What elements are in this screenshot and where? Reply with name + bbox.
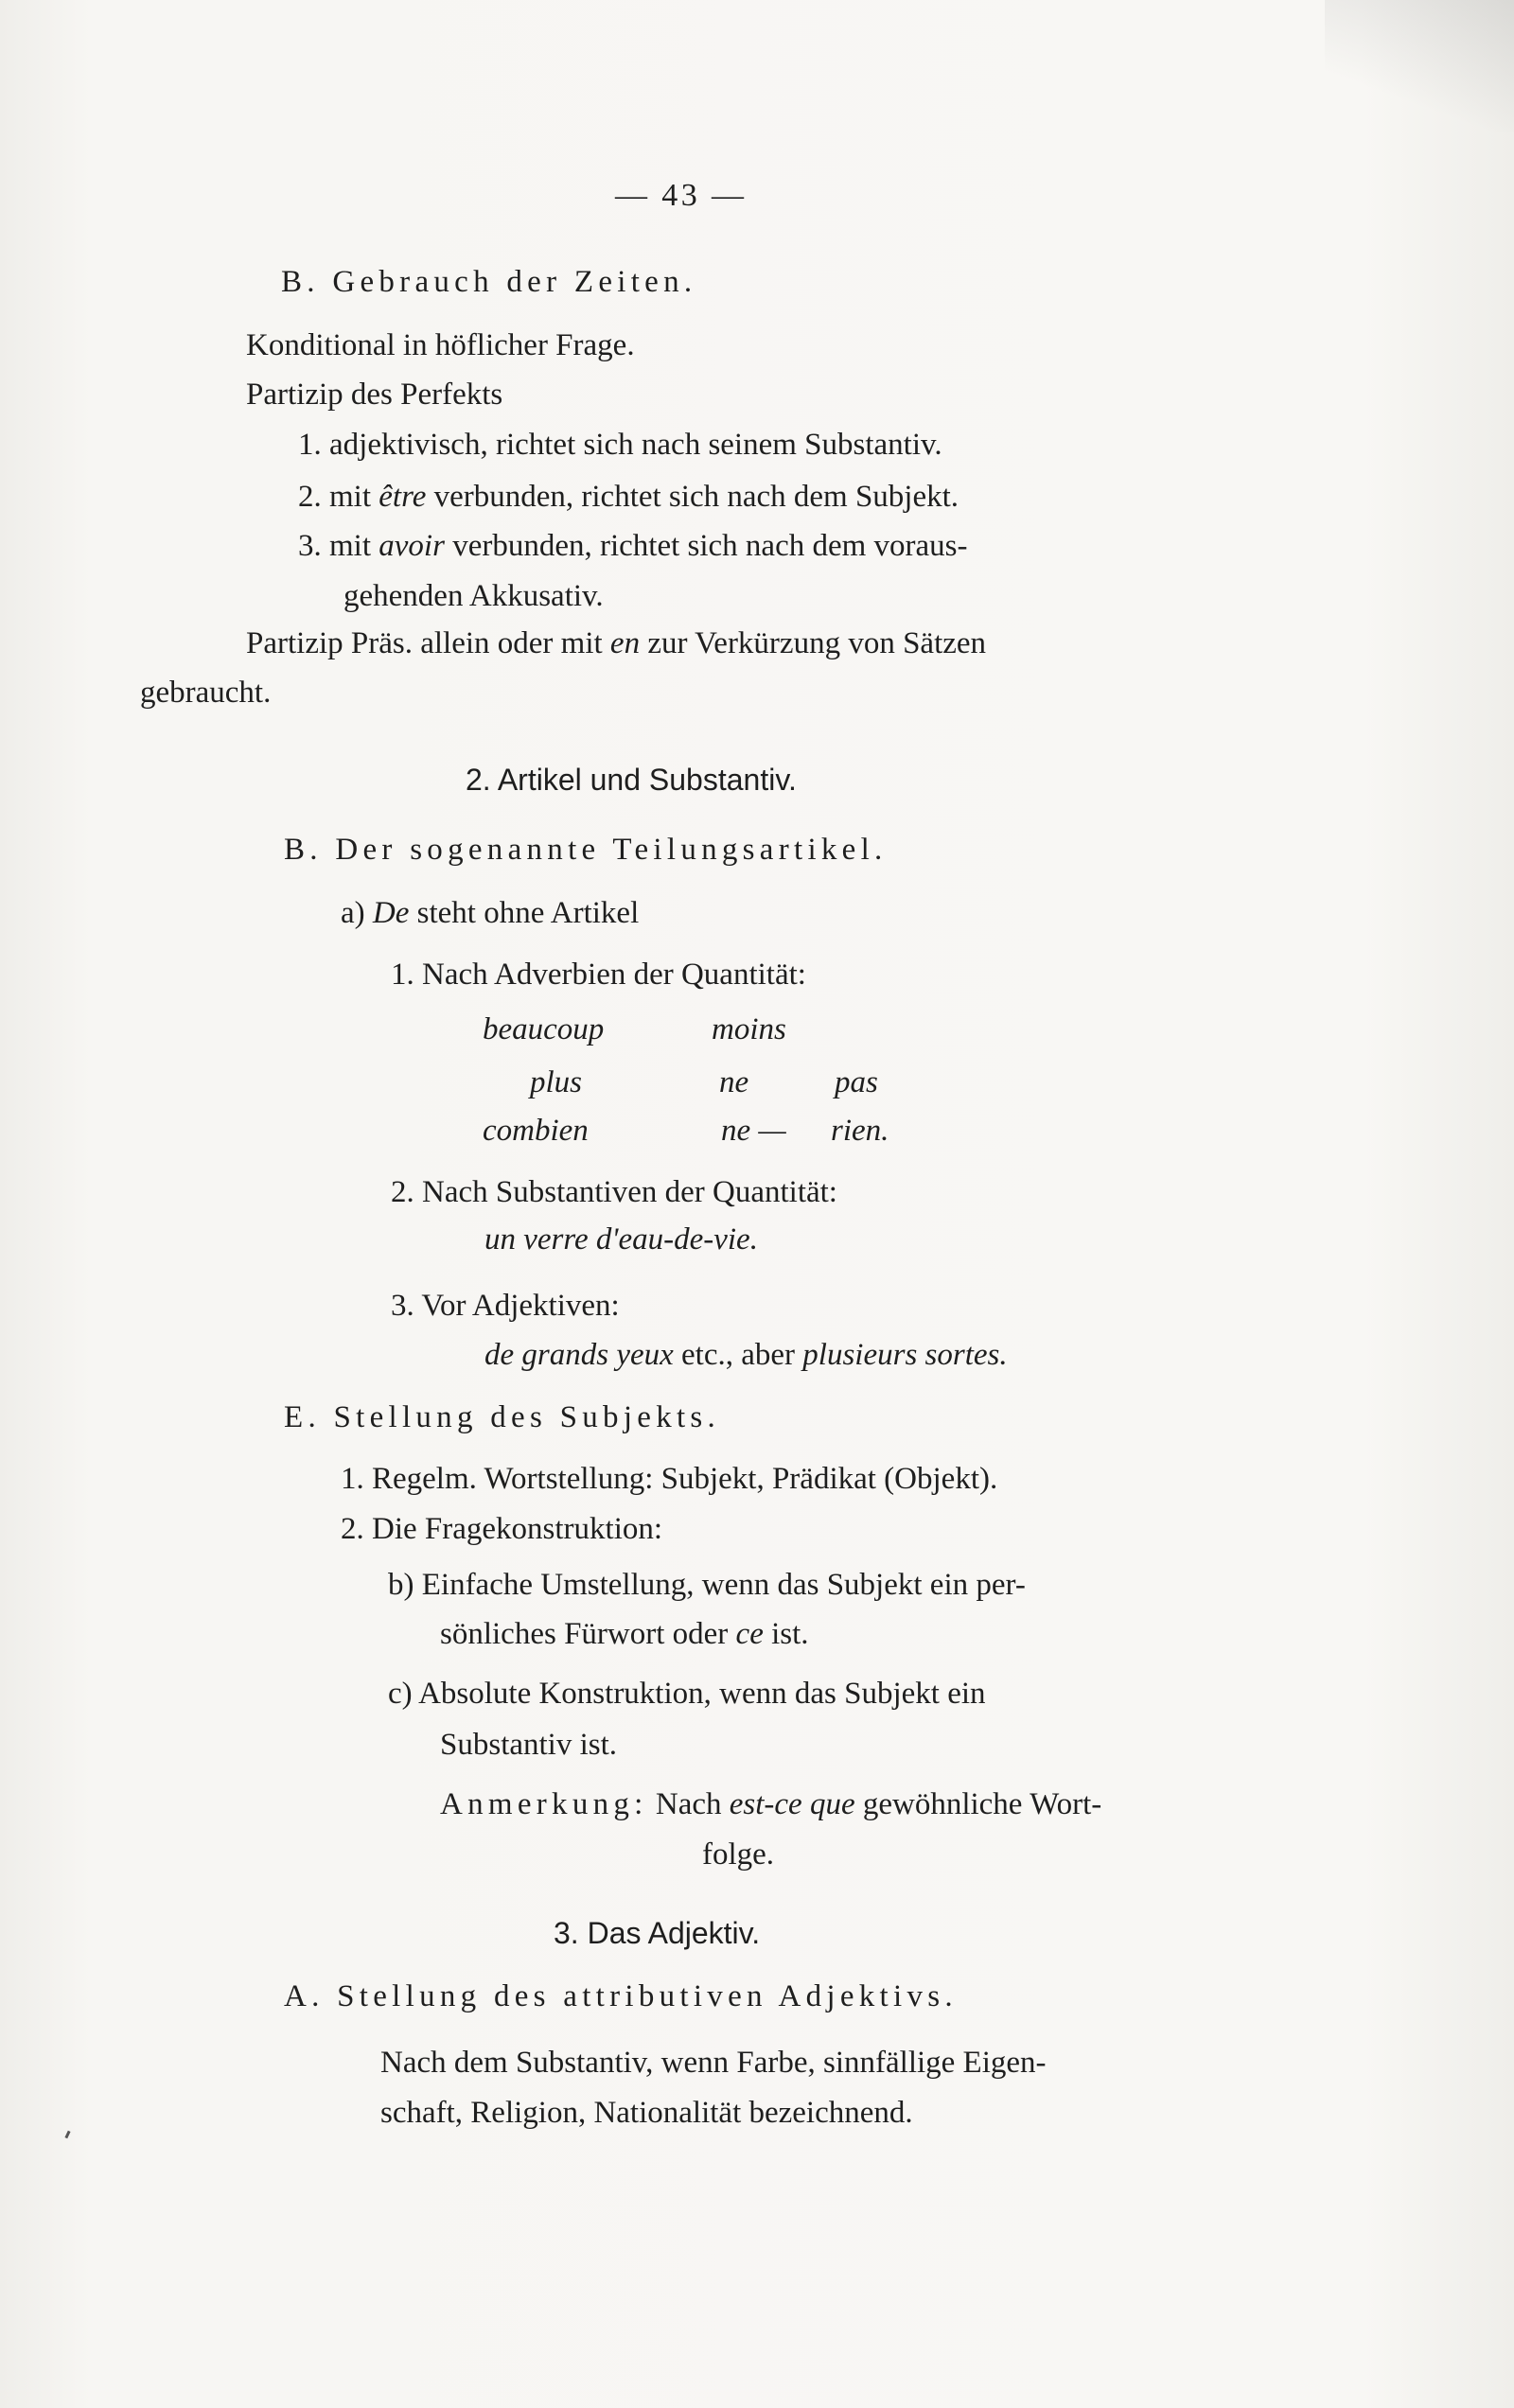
adverb-beaucoup: beaucoup xyxy=(483,1012,605,1046)
example-adjektiven xyxy=(484,1336,1008,1374)
umstellung-pre: sönliches Fürwort oder xyxy=(440,1617,736,1651)
word-etre: être xyxy=(378,480,427,514)
example-verre: un verre d'eau-de-vie. xyxy=(484,1222,758,1257)
adverb-rien: rien. xyxy=(831,1114,889,1148)
rule-etre xyxy=(298,478,959,516)
text-gebraucht: gebraucht. xyxy=(140,676,272,710)
word-est-ce-que: est-ce que xyxy=(729,1787,855,1821)
item-substantiven: 2. Nach Substantiven der Quantität: xyxy=(391,1175,837,1209)
word-ce: ce xyxy=(735,1617,764,1651)
note-post: gewöhnliche Wort- xyxy=(854,1787,1102,1821)
rule-fragekonstruktion: 2. Die Fragekonstruktion: xyxy=(341,1512,663,1546)
rule-einfache-umstellung-cont xyxy=(440,1615,809,1653)
heading-gebrauch-der-zeiten: B. Gebrauch der Zeiten. xyxy=(281,265,697,299)
rule-absolute-konstruktion-cont: Substantiv ist. xyxy=(440,1728,618,1762)
adverb-plus: plus xyxy=(530,1065,583,1099)
note-anmerkung-cont: folge. xyxy=(702,1837,775,1872)
rule-avoir-post: verbunden, richtet sich nach dem voraus- xyxy=(444,529,968,563)
umstellung-post: ist. xyxy=(763,1617,809,1651)
text-nach-dem-substantiv: Nach dem Substantiv, wenn Farbe, sinnfällige Eigen- xyxy=(380,2046,1047,2080)
word-avoir: avoir xyxy=(378,529,445,563)
text-nach-dem-substantiv-cont: schaft, Religion, Nationalität bezeichnend. xyxy=(380,2096,913,2130)
word-en: en xyxy=(609,626,641,660)
example-plusieurs: plusieurs sortes. xyxy=(802,1338,1008,1372)
rule-avoir xyxy=(298,527,968,565)
note-pre: Nach xyxy=(647,1787,730,1821)
rule-de-pre: a) xyxy=(341,896,373,930)
rule-etre-post: verbunden, richtet sich nach dem Subjekt. xyxy=(426,480,959,514)
rule-de-ohne-artikel xyxy=(341,894,639,932)
stray-mark xyxy=(64,2131,70,2139)
rule-wortstellung: 1. Regelm. Wortstellung: Subjekt, Prädikat (Objekt). xyxy=(341,1462,998,1496)
adverb-ne-dash: ne — xyxy=(721,1114,786,1148)
rule-avoir-continued: gehenden Akkusativ. xyxy=(343,579,604,613)
example-grands-yeux: de grands yeux xyxy=(484,1338,674,1372)
rule-etre-pre: 2. mit xyxy=(298,480,379,514)
note-anmerkung xyxy=(440,1785,1101,1823)
text-partizip-perfekt: Partizip des Perfekts xyxy=(246,378,503,412)
heading-attributive-adjektive: A. Stellung des attributiven Adjektivs. xyxy=(284,1979,958,2013)
praes-pre: Partizip Präs. allein oder mit xyxy=(246,626,610,660)
rule-avoir-pre: 3. mit xyxy=(298,529,379,563)
heading-das-adjektiv: 3. Das Adjektiv. xyxy=(554,1916,761,1950)
word-de: De xyxy=(372,896,410,930)
adverb-ne: ne xyxy=(719,1065,749,1099)
rule-de-post: steht ohne Artikel xyxy=(409,896,640,930)
text-konditional: Konditional in höflicher Frage. xyxy=(246,328,635,362)
adverb-pas: pas xyxy=(835,1065,878,1099)
item-adjektiven: 3. Vor Adjektiven: xyxy=(391,1289,620,1323)
note-label: Anmerkung: xyxy=(440,1787,648,1821)
example-aber: etc., aber xyxy=(673,1338,803,1372)
rule-absolute-konstruktion: c) Absolute Konstruktion, wenn das Subjekt ein xyxy=(388,1677,986,1711)
adverb-moins: moins xyxy=(712,1012,786,1046)
text-partizip-praesens xyxy=(246,624,986,662)
scan-shadow xyxy=(1325,0,1514,132)
rule-einfache-umstellung: b) Einfache Umstellung, wenn das Subjekt ein per- xyxy=(388,1568,1026,1602)
praes-post: zur Verkürzung von Sätzen xyxy=(640,626,987,660)
heading-stellung-des-subjekts: E. Stellung des Subjekts. xyxy=(284,1400,721,1434)
rule-adjektivisch: 1. adjektivisch, richtet sich nach seinem Substantiv. xyxy=(298,428,942,462)
adverb-combien: combien xyxy=(483,1114,589,1148)
heading-artikel-und-substantiv: 2. Artikel und Substantiv. xyxy=(466,763,797,797)
page-number: — 43 — xyxy=(615,178,748,213)
heading-teilungsartikel: B. Der sogenannte Teilungsartikel. xyxy=(284,833,888,867)
item-adverbien: 1. Nach Adverbien der Quantität: xyxy=(391,958,806,992)
